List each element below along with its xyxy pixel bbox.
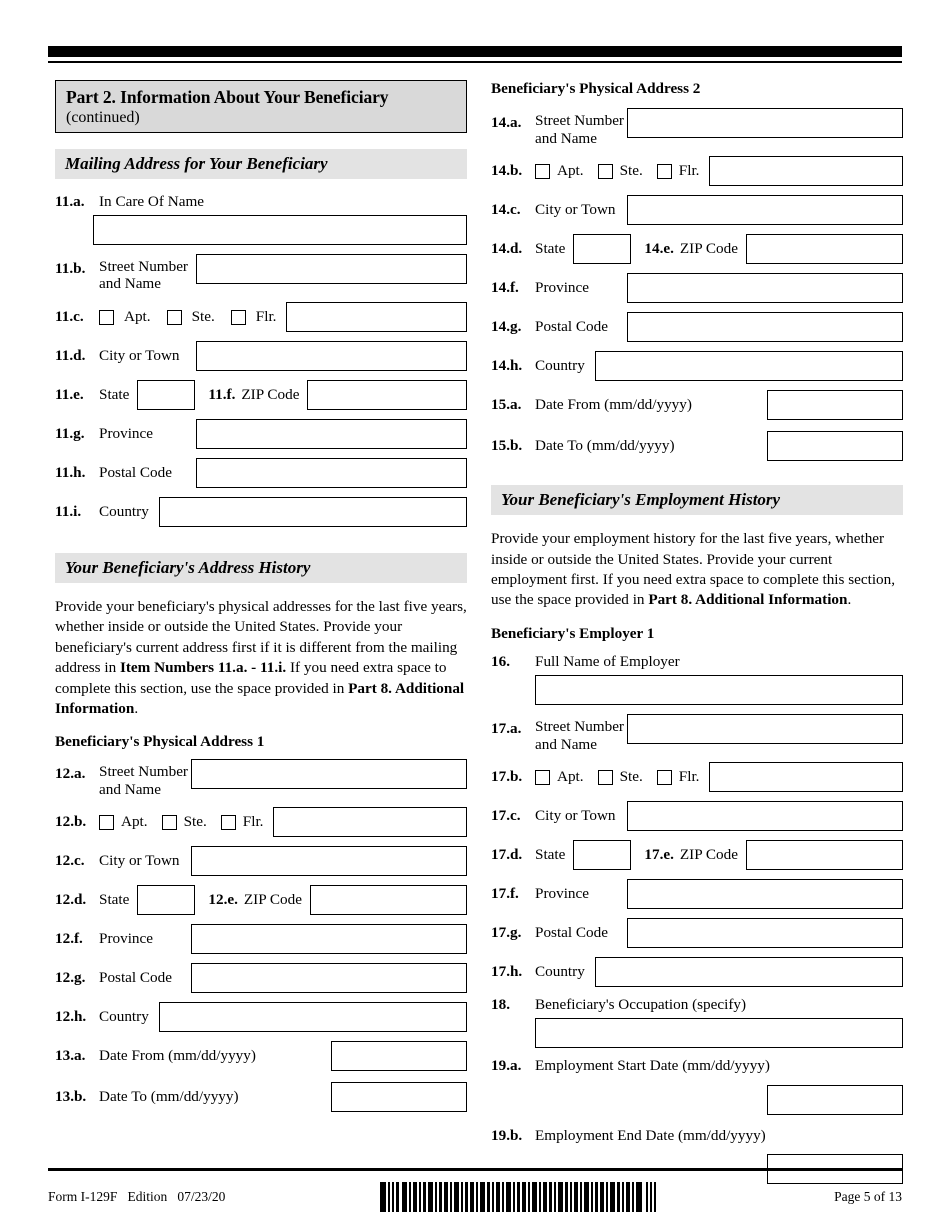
field-12b-ste-checkbox[interactable] (162, 815, 177, 830)
field-11g (55, 419, 467, 449)
field-11a-label: In Care Of Name (99, 192, 204, 210)
field-12d-input[interactable] (137, 885, 195, 915)
page-footer (48, 1182, 902, 1212)
field-14b-apt-label: Apt. (557, 162, 584, 180)
field-17h-number: 17.h. (491, 963, 523, 981)
field-13b-label: Date To (mm/dd/yyyy) (99, 1088, 239, 1106)
employment-history-instructions: Provide your employment history for the last five years, whether inside or outside the United States. Provide your current employment first. If you need extra space to complete this section, use the space provided in Part 8. Additional Information. (491, 530, 896, 609)
field-11h (55, 458, 467, 488)
field-12d-12e (55, 885, 467, 915)
field-11g-label: Province (99, 425, 153, 443)
field-16-number: 16. (491, 652, 510, 670)
field-11c-ste-label: Ste. (191, 308, 215, 326)
employment-history-section-header: Your Beneficiary's Employment History (491, 485, 903, 515)
field-17c-input[interactable] (627, 801, 903, 831)
field-14b-ste-label: Ste. (619, 162, 643, 180)
field-12h-number: 12.h. (55, 1008, 87, 1026)
field-11f-number: 11.f. (208, 386, 236, 404)
field-11a-input[interactable] (93, 215, 467, 245)
field-17f (491, 879, 903, 909)
field-11b (55, 254, 467, 293)
field-11i-input[interactable] (159, 497, 467, 527)
field-12a-label: Street Number and Name (99, 763, 188, 798)
field-14b (491, 156, 903, 186)
field-17g-input[interactable] (627, 918, 903, 948)
field-14g-input[interactable] (627, 312, 903, 342)
field-11d (55, 341, 467, 371)
field-14h-number: 14.h. (491, 357, 523, 375)
physical-address-1-heading: Beneficiary's Physical Address 1 (55, 733, 265, 751)
field-12b-apt-label: Apt. (121, 813, 148, 831)
field-14b-number: 14.b. (491, 162, 523, 180)
field-11g-number: 11.g. (55, 425, 85, 443)
field-11b-label: Street Number and Name (99, 257, 188, 293)
field-13a (55, 1041, 467, 1071)
field-14b-input[interactable] (709, 156, 903, 186)
field-11i-label: Country (99, 503, 149, 521)
field-17b-apt-checkbox[interactable] (535, 770, 550, 785)
field-12c (55, 846, 467, 876)
field-14h-input[interactable] (595, 351, 903, 381)
field-14h-label: Country (535, 357, 585, 375)
field-14g-label: Postal Code (535, 318, 608, 336)
field-19a-number: 19.a. (491, 1057, 522, 1075)
field-17g-number: 17.g. (491, 924, 522, 942)
field-17d-input[interactable] (573, 840, 631, 870)
field-19b (491, 1127, 903, 1184)
field-17a-number: 17.a. (491, 719, 522, 737)
field-12f (55, 924, 467, 954)
field-12f-number: 12.f. (55, 930, 83, 948)
field-17e-number: 17.e. (644, 846, 674, 864)
field-12h (55, 1002, 467, 1032)
field-17b-apt-label: Apt. (557, 768, 584, 786)
field-12b-input[interactable] (273, 807, 467, 837)
field-11d-input[interactable] (196, 341, 467, 371)
field-14a (491, 108, 903, 147)
field-12c-number: 12.c. (55, 852, 85, 870)
field-17c-label: City or Town (535, 807, 616, 825)
field-14f (491, 273, 903, 303)
field-11c-apt-label: Apt. (124, 308, 151, 326)
footer-form-info: Form I-129F Edition 07/23/20 (48, 1189, 226, 1204)
field-12e-label: ZIP Code (243, 891, 302, 909)
field-19b-label: Employment End Date (mm/dd/yyyy) (535, 1126, 766, 1144)
field-14d-14e (491, 234, 903, 264)
field-11f-input[interactable] (307, 380, 467, 410)
field-17e-input[interactable] (746, 840, 903, 870)
field-12a-number: 12.a. (55, 765, 86, 783)
field-17d-number: 17.d. (491, 846, 523, 864)
field-12g-number: 12.g. (55, 969, 86, 987)
field-17d-label: State (535, 846, 566, 864)
field-17a-label: Street Number and Name (535, 717, 624, 753)
field-14a-number: 14.a. (491, 114, 522, 131)
field-18-label: Beneficiary's Occupation (specify) (535, 996, 747, 1014)
employer-1-heading: Beneficiary's Employer 1 (491, 624, 655, 642)
field-14f-input[interactable] (627, 273, 903, 303)
field-14g (491, 312, 903, 342)
field-17g-label: Postal Code (535, 924, 608, 942)
field-12g (55, 963, 467, 993)
field-17b-input[interactable] (709, 762, 903, 792)
field-13b-input[interactable] (331, 1082, 467, 1112)
left-column (55, 80, 467, 1121)
field-14c-input[interactable] (627, 195, 903, 225)
field-12h-input[interactable] (159, 1002, 467, 1032)
field-12d-number: 12.d. (55, 891, 87, 909)
field-12e-number: 12.e. (208, 891, 238, 909)
field-12f-input[interactable] (191, 924, 467, 954)
field-12g-input[interactable] (191, 963, 467, 993)
field-14f-number: 14.f. (491, 279, 519, 297)
field-11c (55, 302, 467, 332)
field-17h (491, 957, 903, 987)
field-12b-ste-label: Ste. (183, 813, 207, 831)
field-11a (55, 193, 467, 245)
field-16 (491, 653, 903, 705)
field-11d-number: 11.d. (55, 347, 86, 365)
field-11b-input[interactable] (196, 254, 467, 284)
field-11b-number: 11.b. (55, 259, 86, 277)
field-12a (55, 759, 467, 798)
field-14d-label: State (535, 240, 566, 258)
field-15a-label: Date From (mm/dd/yyyy) (535, 396, 692, 414)
field-11d-label: City or Town (99, 347, 180, 365)
field-14a-label: Street Number and Name (535, 112, 624, 147)
field-15b (491, 431, 903, 461)
field-17c (491, 801, 903, 831)
field-15b-label: Date To (mm/dd/yyyy) (535, 437, 675, 455)
field-12e-input[interactable] (310, 885, 467, 915)
field-11c-number: 11.c. (55, 308, 84, 326)
field-14e-number: 14.e. (644, 240, 674, 258)
field-11h-label: Postal Code (99, 464, 172, 482)
field-14b-flr-checkbox[interactable] (657, 164, 672, 179)
field-17b-ste-checkbox[interactable] (598, 770, 613, 785)
header-rule (48, 61, 902, 63)
field-14d-number: 14.d. (491, 240, 523, 258)
field-12g-label: Postal Code (99, 969, 172, 987)
part-2-banner (55, 80, 467, 133)
field-12b-flr-checkbox[interactable] (221, 815, 236, 830)
field-17h-label: Country (535, 963, 585, 981)
field-14g-number: 14.g. (491, 318, 522, 336)
field-17b-ste-label: Ste. (619, 768, 643, 786)
field-14h (491, 351, 903, 381)
field-11c-apt-checkbox[interactable] (99, 310, 114, 325)
field-11g-input[interactable] (196, 419, 467, 449)
field-16-label: Full Name of Employer (535, 652, 680, 670)
field-12a-input[interactable] (191, 759, 467, 789)
field-11h-input[interactable] (196, 458, 467, 488)
field-17a (491, 714, 903, 753)
field-19a-input[interactable] (767, 1085, 903, 1115)
field-18-number: 18. (491, 996, 510, 1014)
field-11c-ste-checkbox[interactable] (167, 310, 182, 325)
field-11c-input[interactable] (286, 302, 467, 332)
field-12b-apt-checkbox[interactable] (99, 815, 114, 830)
field-14a-input[interactable] (627, 108, 903, 138)
field-13b-number: 13.b. (55, 1088, 87, 1106)
footer-rule (48, 1168, 902, 1171)
field-15a-input[interactable] (767, 390, 903, 420)
field-13a-label: Date From (mm/dd/yyyy) (99, 1047, 256, 1065)
field-17f-input[interactable] (627, 879, 903, 909)
field-12b-number: 12.b. (55, 813, 87, 831)
field-17b-number: 17.b. (491, 768, 523, 786)
field-11c-flr-checkbox[interactable] (231, 310, 246, 325)
field-19a (491, 1057, 903, 1114)
field-14f-label: Province (535, 279, 589, 297)
field-15a-number: 15.a. (491, 396, 522, 414)
field-17b (491, 762, 903, 792)
field-17d-17e (491, 840, 903, 870)
field-11h-number: 11.h. (55, 464, 86, 482)
header-black-bar (48, 46, 902, 57)
field-17c-number: 17.c. (491, 807, 521, 825)
field-11i-number: 11.i. (55, 503, 82, 521)
field-14c-number: 14.c. (491, 201, 521, 219)
field-12f-label: Province (99, 930, 153, 948)
address-history-instructions: Provide your beneficiary's physical addresses for the last five years, whether inside or outside the United States. Provide your beneficiary's current address first if it is different from the mailing address in Item Numbers 11.a. - 11.i. If you need extra space to complete this section, use the space provided in Part 8. Additional Information. (55, 598, 467, 717)
field-12b-flr-label: Flr. (242, 813, 264, 831)
field-14e-label: ZIP Code (679, 240, 738, 258)
field-17f-number: 17.f. (491, 885, 519, 903)
field-17a-input[interactable] (627, 714, 903, 744)
field-14c (491, 195, 903, 225)
field-14c-label: City or Town (535, 201, 616, 219)
field-15b-number: 15.b. (491, 437, 523, 455)
field-11e-11f (55, 380, 467, 410)
field-19b-number: 19.b. (491, 1126, 523, 1144)
field-12d-label: State (99, 891, 130, 909)
barcode-image (380, 1182, 680, 1212)
field-15a (491, 390, 903, 420)
field-17b-flr-checkbox[interactable] (657, 770, 672, 785)
address-history-section-header: Your Beneficiary's Address History (55, 553, 467, 583)
field-17e-label: ZIP Code (679, 846, 738, 864)
field-17b-flr-label: Flr. (678, 768, 700, 786)
field-14e-input[interactable] (746, 234, 903, 264)
field-12c-label: City or Town (99, 852, 180, 870)
field-14d-input[interactable] (573, 234, 631, 264)
field-14b-apt-checkbox[interactable] (535, 164, 550, 179)
field-11e-label: State (99, 386, 130, 404)
field-11a-number: 11.a. (55, 192, 85, 210)
field-13a-input[interactable] (331, 1041, 467, 1071)
field-14b-ste-checkbox[interactable] (598, 164, 613, 179)
field-17g (491, 918, 903, 948)
footer-page-number: Page 5 of 13 (834, 1189, 902, 1204)
field-11c-flr-label: Flr. (255, 308, 277, 326)
field-19a-label: Employment Start Date (mm/dd/yyyy) (535, 1057, 770, 1075)
field-13a-number: 13.a. (55, 1047, 86, 1065)
field-12b (55, 807, 467, 837)
field-11e-input[interactable] (137, 380, 195, 410)
field-11f-label: ZIP Code (241, 386, 300, 404)
field-16-input[interactable] (535, 675, 903, 705)
mailing-address-section-header: Mailing Address for Your Beneficiary (55, 149, 467, 179)
field-17h-input[interactable] (595, 957, 903, 987)
field-12h-label: Country (99, 1008, 149, 1026)
part-2-continued: (continued) (66, 109, 140, 127)
field-18 (491, 996, 903, 1048)
field-11i (55, 497, 467, 527)
physical-address-2-heading: Beneficiary's Physical Address 2 (491, 80, 701, 97)
field-11e-number: 11.e. (55, 386, 84, 404)
field-14b-flr-label: Flr. (678, 162, 700, 180)
field-17f-label: Province (535, 885, 589, 903)
right-column (491, 80, 903, 1193)
field-12c-input[interactable] (191, 846, 467, 876)
field-13b (55, 1082, 467, 1112)
part-2-title: Part 2. Information About Your Beneficiary (66, 87, 389, 107)
field-15b-input[interactable] (767, 431, 903, 461)
field-18-input[interactable] (535, 1018, 903, 1048)
